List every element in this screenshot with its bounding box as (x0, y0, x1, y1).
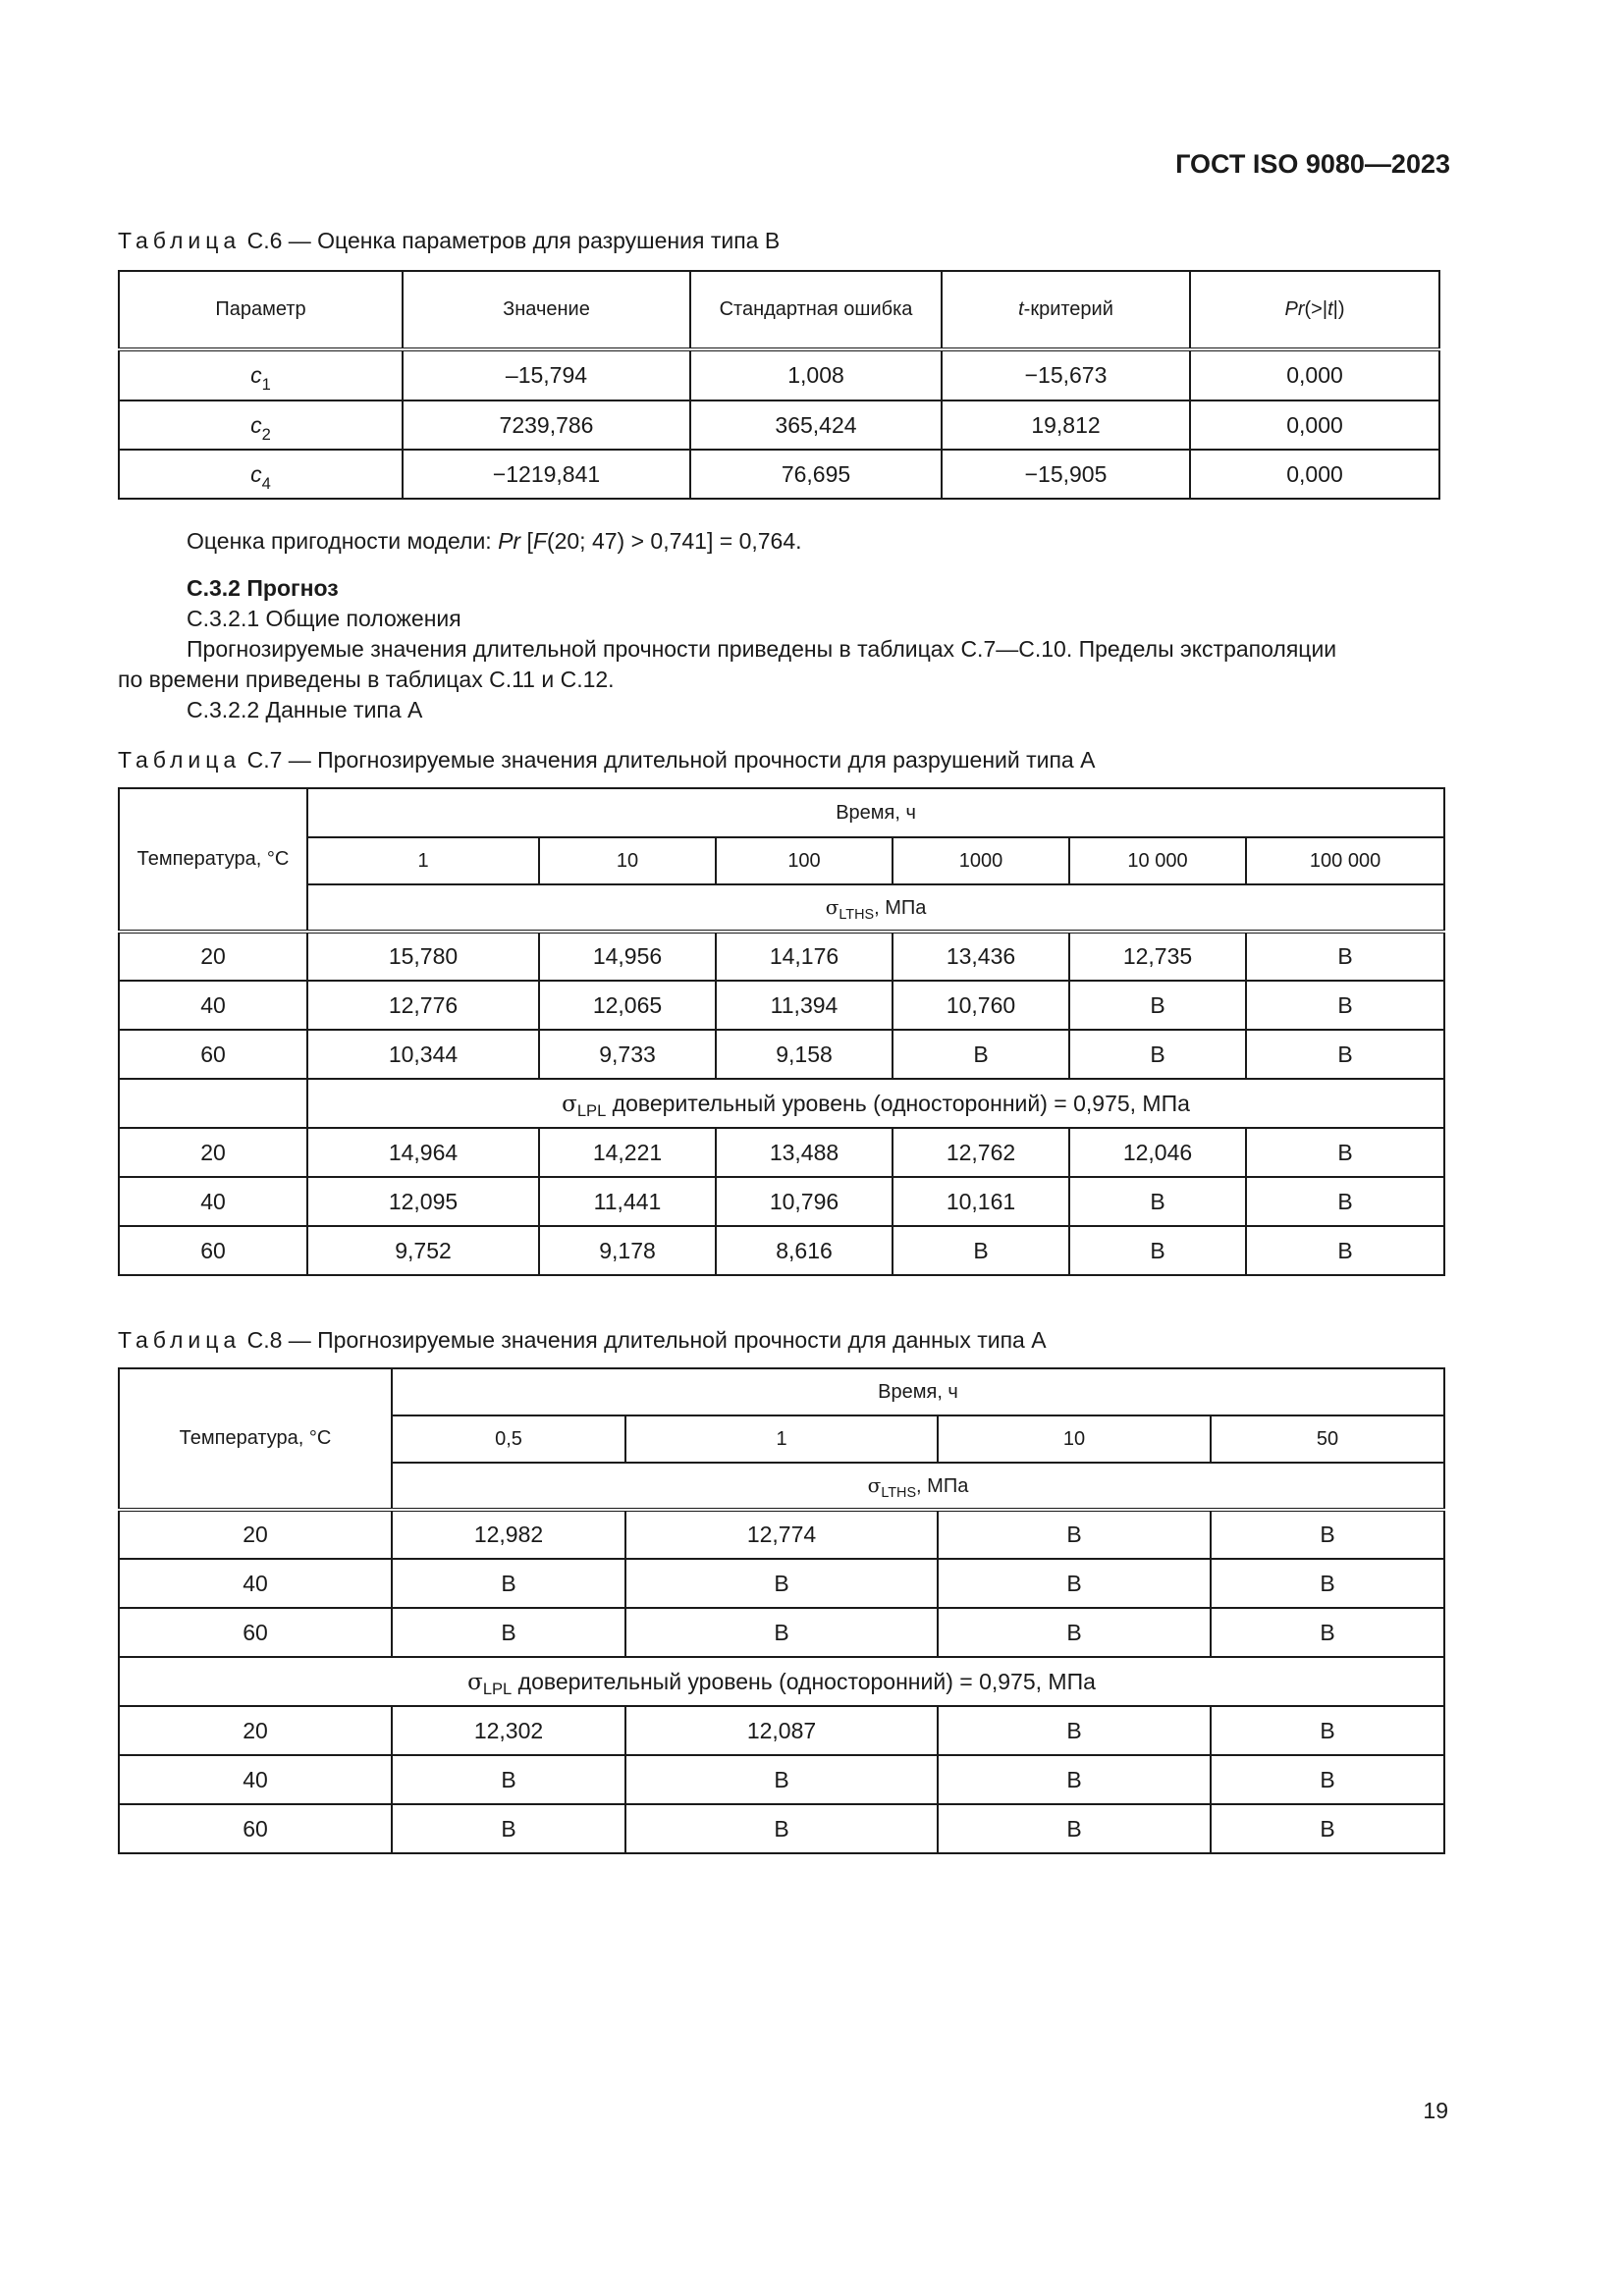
header-cell: Стандартная ошибка (690, 271, 942, 349)
data-cell: В (1246, 1177, 1444, 1226)
data-cell: 12,776 (307, 981, 539, 1030)
temp-cell: 40 (119, 1559, 392, 1608)
lpl-unit-row: $\sigma_{LPL}$ доверительный уровень (односторонний) = 0,975, МПа (119, 1657, 1444, 1706)
header-cell-probability: Pr(>|t|) (1190, 271, 1439, 349)
t-cell: −15,905 (942, 450, 1190, 499)
data-cell: 9,158 (716, 1030, 893, 1079)
header-cell-t-criterion: t-критерий (942, 271, 1190, 349)
caption-prefix: Таблица (118, 228, 242, 253)
temp-cell: 20 (119, 1706, 392, 1755)
time-header: Время, ч (307, 788, 1444, 837)
data-cell: В (1246, 1128, 1444, 1177)
data-cell: В (1211, 1755, 1444, 1804)
data-cell: 12,762 (893, 1128, 1069, 1177)
param-cell: $c_4$ (119, 450, 403, 499)
temp-cell: 60 (119, 1804, 392, 1853)
se-cell: 1,008 (690, 349, 942, 400)
data-cell: В (938, 1755, 1211, 1804)
data-cell: 12,095 (307, 1177, 539, 1226)
paragraph-line: Прогнозируемые значения длительной прочности приведены в таблицах С.7—С.10. Пределы экстраполяции (187, 636, 1337, 662)
temp-cell: 40 (119, 1177, 307, 1226)
table-c7-caption (118, 747, 1095, 774)
temp-cell: 60 (119, 1608, 392, 1657)
p-cell: 0,000 (1190, 349, 1439, 400)
time-cell: 10 (539, 837, 716, 884)
data-cell: В (1211, 1608, 1444, 1657)
data-cell: В (392, 1608, 625, 1657)
data-cell: 12,302 (392, 1706, 625, 1755)
temp-cell: 20 (119, 1510, 392, 1559)
empty-cell (119, 1079, 307, 1128)
data-cell: В (1211, 1559, 1444, 1608)
caption-text: С.6 — Оценка параметров для разрушения типа В (241, 228, 781, 253)
time-cell: 10 (938, 1415, 1211, 1463)
time-cell: 1 (307, 837, 539, 884)
caption-prefix: Таблица (118, 747, 242, 773)
data-cell: В (625, 1559, 938, 1608)
lpl-unit-row: $\sigma_{LPL}$ доверительный уровень (односторонний) = 0,975, МПа (307, 1079, 1444, 1128)
data-cell: В (1246, 932, 1444, 981)
data-cell: В (1211, 1804, 1444, 1853)
data-cell: В (893, 1226, 1069, 1275)
header-cell: Значение (403, 271, 690, 349)
document-header: ГОСТ ISO 9080—2023 (1175, 149, 1450, 179)
data-cell: 10,344 (307, 1030, 539, 1079)
temperature-header: Температура, °С (119, 788, 307, 932)
temp-cell: 40 (119, 1755, 392, 1804)
data-cell: 9,733 (539, 1030, 716, 1079)
data-cell: 15,780 (307, 932, 539, 981)
data-cell: В (938, 1608, 1211, 1657)
data-cell: 12,087 (625, 1706, 938, 1755)
lths-unit-row: $\sigma_{LTHS}$, МПа (307, 884, 1444, 932)
data-cell: 14,221 (539, 1128, 716, 1177)
se-cell: 365,424 (690, 400, 942, 450)
subsection-title: С.3.2.1 Общие положения (187, 606, 461, 631)
data-cell: В (392, 1804, 625, 1853)
time-cell: 100 000 (1246, 837, 1444, 884)
data-cell: В (1069, 1226, 1246, 1275)
caption-text: С.7 — Прогнозируемые значения длительной прочности для разрушений типа А (241, 747, 1096, 773)
header-cell: Параметр (119, 271, 403, 349)
data-cell: 9,178 (539, 1226, 716, 1275)
temp-cell: 20 (119, 1128, 307, 1177)
data-cell: В (1069, 1177, 1246, 1226)
data-cell: В (1069, 1030, 1246, 1079)
caption-prefix: Таблица (118, 1327, 242, 1353)
table-c7 (118, 787, 1445, 1276)
data-cell: В (1069, 981, 1246, 1030)
data-cell: 11,441 (539, 1177, 716, 1226)
page-number: 19 (1423, 2098, 1448, 2123)
data-cell: 11,394 (716, 981, 893, 1030)
temp-cell: 60 (119, 1226, 307, 1275)
data-cell: 14,956 (539, 932, 716, 981)
data-cell: В (625, 1804, 938, 1853)
data-cell: 12,982 (392, 1510, 625, 1559)
data-cell: 10,796 (716, 1177, 893, 1226)
subsection-title: С.3.2.2 Данные типа А (187, 697, 423, 722)
time-cell: 10 000 (1069, 837, 1246, 884)
data-cell: 8,616 (716, 1226, 893, 1275)
p-cell: 0,000 (1190, 400, 1439, 450)
data-cell: 12,046 (1069, 1128, 1246, 1177)
data-cell: 14,176 (716, 932, 893, 981)
time-cell: 0,5 (392, 1415, 625, 1463)
param-cell: $c_2$ (119, 400, 403, 450)
data-cell: В (1246, 981, 1444, 1030)
temperature-header: Температура, °С (119, 1368, 392, 1510)
data-cell: 12,065 (539, 981, 716, 1030)
param-cell: $c_1$ (119, 349, 403, 400)
section-title: С.3.2 Прогноз (187, 575, 339, 601)
value-cell: −1219,841 (403, 450, 690, 499)
data-cell: 10,760 (893, 981, 1069, 1030)
data-cell: 14,964 (307, 1128, 539, 1177)
data-cell: В (1211, 1510, 1444, 1559)
data-cell: 10,161 (893, 1177, 1069, 1226)
data-cell: В (1211, 1706, 1444, 1755)
caption-text: С.8 — Прогнозируемые значения длительной прочности для данных типа А (241, 1327, 1047, 1353)
temp-cell: 60 (119, 1030, 307, 1079)
data-cell: В (938, 1559, 1211, 1608)
data-cell: В (392, 1559, 625, 1608)
value-cell: –15,794 (403, 349, 690, 400)
time-cell: 1 (625, 1415, 938, 1463)
temp-cell: 40 (119, 981, 307, 1030)
model-fit-text: Оценка пригодности модели: Pr [F(20; 47) > 0,741] = 0,764. (187, 528, 802, 554)
time-cell: 100 (716, 837, 893, 884)
data-cell: В (1246, 1030, 1444, 1079)
data-cell: В (392, 1755, 625, 1804)
data-cell: 13,436 (893, 932, 1069, 981)
data-cell: В (938, 1510, 1211, 1559)
time-cell: 1000 (893, 837, 1069, 884)
value-cell: 7239,786 (403, 400, 690, 450)
data-cell: В (625, 1608, 938, 1657)
t-cell: −15,673 (942, 349, 1190, 400)
t-cell: 19,812 (942, 400, 1190, 450)
data-cell: 12,774 (625, 1510, 938, 1559)
data-cell: В (1246, 1226, 1444, 1275)
temp-cell: 20 (119, 932, 307, 981)
data-cell: В (938, 1804, 1211, 1853)
se-cell: 76,695 (690, 450, 942, 499)
table-c8 (118, 1367, 1445, 1854)
table-c6-caption (118, 228, 780, 254)
data-cell: В (938, 1706, 1211, 1755)
table-c8-caption (118, 1327, 1047, 1354)
time-header: Время, ч (392, 1368, 1444, 1415)
data-cell: В (893, 1030, 1069, 1079)
p-cell: 0,000 (1190, 450, 1439, 499)
data-cell: 13,488 (716, 1128, 893, 1177)
data-cell: В (625, 1755, 938, 1804)
paragraph-line: по времени приведены в таблицах С.11 и С.12. (118, 667, 615, 692)
lths-unit-row: $\sigma_{LTHS}$, МПа (392, 1463, 1444, 1510)
table-c6 (118, 270, 1440, 500)
data-cell: 9,752 (307, 1226, 539, 1275)
time-cell: 50 (1211, 1415, 1444, 1463)
data-cell: 12,735 (1069, 932, 1246, 981)
